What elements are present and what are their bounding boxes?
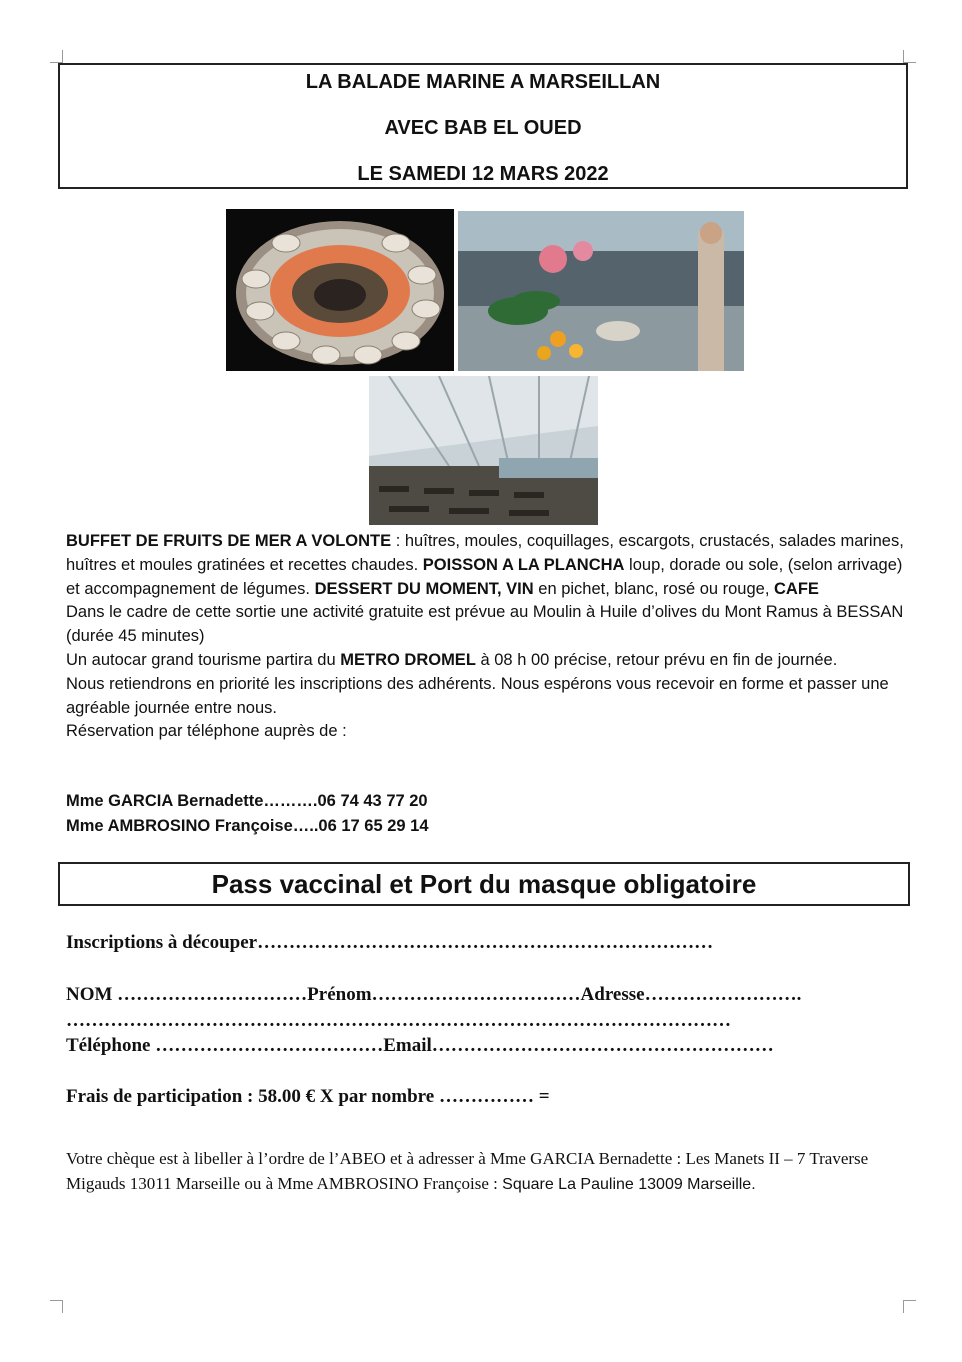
event-description — [66, 530, 916, 744]
menu-dessert-text: en pichet, blanc, rosé ou rouge, — [533, 579, 775, 598]
payment-note — [66, 1146, 916, 1197]
page-corner-mark — [50, 1300, 63, 1313]
form-heading: Inscriptions à découper……………………………………………………………… — [66, 932, 714, 953]
restaurant-terrace-photo — [369, 376, 598, 525]
menu-dessert-label: DESSERT DU MOMENT, VIN — [314, 579, 534, 598]
date-line: LE SAMEDI 12 MARS 2022 — [357, 163, 609, 185]
page-corner-mark — [50, 50, 63, 63]
payment-note-address: Square La Pauline 13009 Marseille. — [502, 1176, 756, 1193]
subtitle-line: AVEC BAB EL OUED — [384, 117, 582, 139]
menu-fish-text: loup, dorade ou sole, (selon arrivage) et accompagnement de légumes. — [66, 555, 903, 598]
buffet-photo — [458, 211, 744, 371]
bus-meeting-point: METRO DROMEL — [340, 650, 476, 669]
page-corner-mark — [903, 1300, 916, 1313]
contact-item: Mme GARCIA Bernadette……….06 74 43 77 20 — [66, 792, 428, 810]
menu-coffee-label: CAFE — [774, 579, 819, 598]
seafood-platter-photo — [226, 209, 454, 371]
priority-paragraph: Nous retiendrons en priorité les inscriptions des adhérents. Nous espérons vous recevoir en forme et passer une agréable journée entre nous. — [66, 674, 889, 717]
bus-text-start: Un autocar grand tourisme partira du — [66, 650, 341, 669]
bus-text-end: à 08 h 00 précise, retour prévu en fin de journée. — [475, 650, 838, 669]
menu-paragraph — [66, 530, 916, 601]
contact-item: Mme AMBROSINO Françoise…..06 17 65 29 14 — [66, 817, 429, 835]
contact-list — [66, 789, 429, 839]
title-box — [58, 63, 908, 189]
menu-buffet-label: BUFFET DE FRUITS DE MER A VOLONTE — [66, 532, 392, 550]
payment-note-text: Votre chèque est à libeller à l’ordre de l’ABEO et à adresser à Mme GARCIA Bernadette : Les Manets II – 7 Traverse Migauds 13011 Marseille ou à Mme AMBROSINO Françoise : — [66, 1149, 869, 1193]
form-phone-line: Téléphone ………………………………Email……………………………………………… — [66, 1035, 774, 1056]
title-line: LA BALADE MARINE A MARSEILLAN — [305, 71, 661, 93]
reservation-paragraph: Réservation par téléphone auprès de : — [66, 722, 347, 741]
form-fee-line: Frais de participation : 58.00 € X par nombre …………… = — [66, 1086, 550, 1107]
form-address-line: …………………………………………………………………………………………… — [66, 1010, 731, 1031]
bus-paragraph — [66, 649, 916, 673]
menu-buffet-text: : huîtres, moules, coquillages, escargots, crustacés, salades marines, huîtres et moules gratinées et recettes chaudes. — [66, 532, 904, 574]
form-name-line: NOM …………………………Prénom……………………………Adresse……………………. — [66, 984, 802, 1005]
page-corner-mark — [903, 50, 916, 63]
pass-notice: Pass vaccinal et Port du masque obligatoire — [58, 862, 910, 906]
menu-fish-label: POISSON A LA PLANCHA — [422, 555, 625, 574]
activity-paragraph: Dans le cadre de cette sortie une activité gratuite est prévue au Moulin à Huile d’olives du Mont Ramus à BESSAN (durée 45 minutes) — [66, 603, 904, 646]
